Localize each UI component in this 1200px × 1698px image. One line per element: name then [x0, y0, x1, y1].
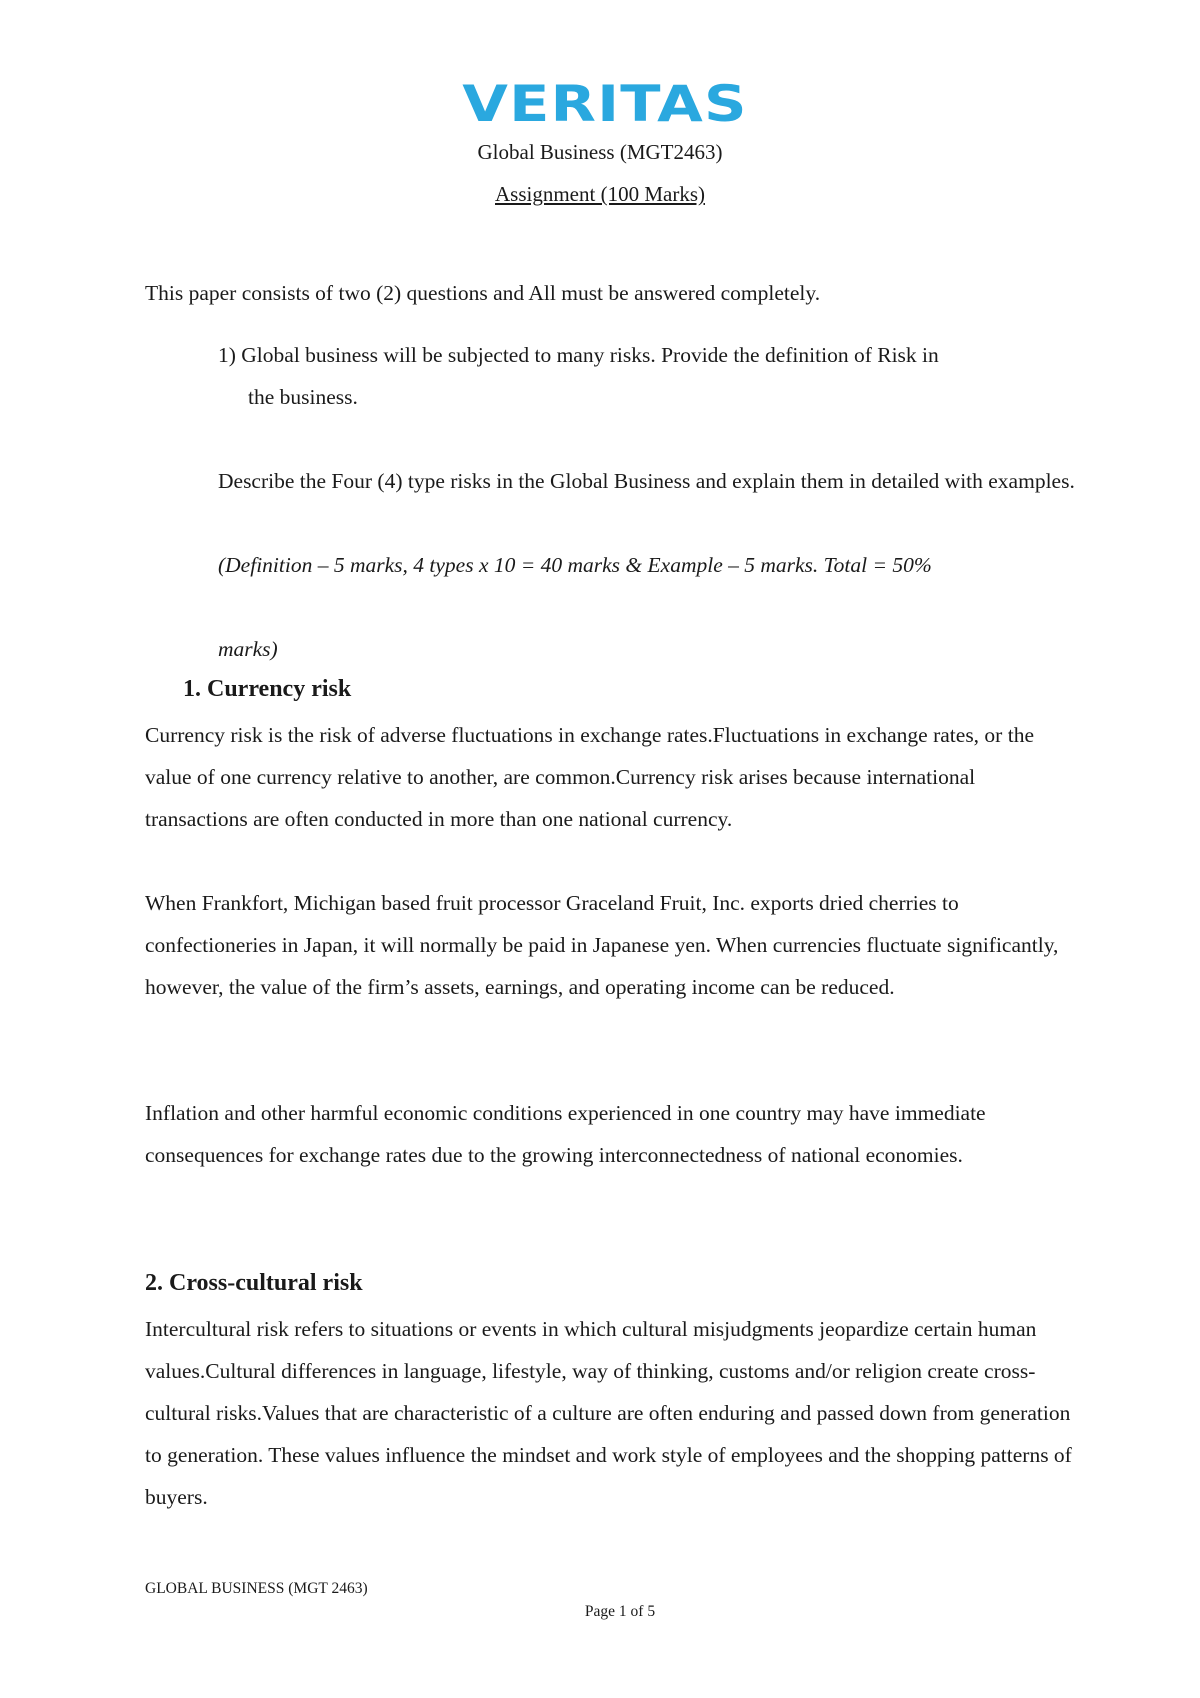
currency-risk-paragraph-2: When Frankfort, Michigan based fruit processor Graceland Fruit, Inc. exports dried cherries to confectioneries in Japan, it will normally be paid in Japanese yen. When currencies fluctuate significantly, however, the value of the firm’s assets, earnings, and operating income can be reduced.	[145, 891, 1059, 999]
question1-line1: 1) Global business will be subjected to many risks. Provide the definition of Risk in	[218, 343, 939, 367]
currency-risk-paragraph-3: Inflation and other harmful economic conditions experienced in one country may have immediate consequences for exchange rates due to the growing interconnectedness of national economies.	[145, 1101, 986, 1167]
intro-text: This paper consists of two (2) questions and All must be answered completely.	[145, 281, 821, 305]
assignment-title: Assignment (100 Marks)	[495, 182, 705, 206]
page-number: Page 1 of 5	[584, 1603, 656, 1620]
question1-line2: the business.	[248, 385, 358, 409]
question1-marks-line2: marks)	[218, 637, 278, 661]
section-heading-currency-risk: 1. Currency risk	[183, 676, 352, 702]
currency-risk-paragraph-1: Currency risk is the risk of adverse fluctuations in exchange rates.Fluctuations in exchange rates, or the value of one currency relative to another, are common.Currency risk arises because international transactions are often conducted in more than one national currency.	[145, 723, 1034, 831]
section-heading-cross-cultural-risk: 2. Cross-cultural risk	[145, 1270, 363, 1296]
logo-text: VERITAS	[462, 75, 748, 133]
question1-marks-line1: (Definition – 5 marks, 4 types x 10 = 40 marks & Example – 5 marks. Total = 50%	[218, 553, 932, 577]
cross-cultural-risk-paragraph-1: Intercultural risk refers to situations or events in which cultural misjudgments jeopardize certain human values.Cultural differences in language, lifestyle, way of thinking, customs and/or religion create cross-cultural risks.Values that are characteristic of a culture are often enduring and passed down from generation to generation. These values influence the mindset and work style of employees and the shopping patterns of buyers.	[145, 1317, 1072, 1509]
veritas-logo	[440, 72, 770, 136]
footer-course-label: GLOBAL BUSINESS (MGT 2463)	[145, 1580, 368, 1597]
course-title: Global Business (MGT2463)	[477, 140, 723, 164]
question1-describe: Describe the Four (4) type risks in the Global Business and explain them in detailed with examples.	[218, 469, 1075, 493]
